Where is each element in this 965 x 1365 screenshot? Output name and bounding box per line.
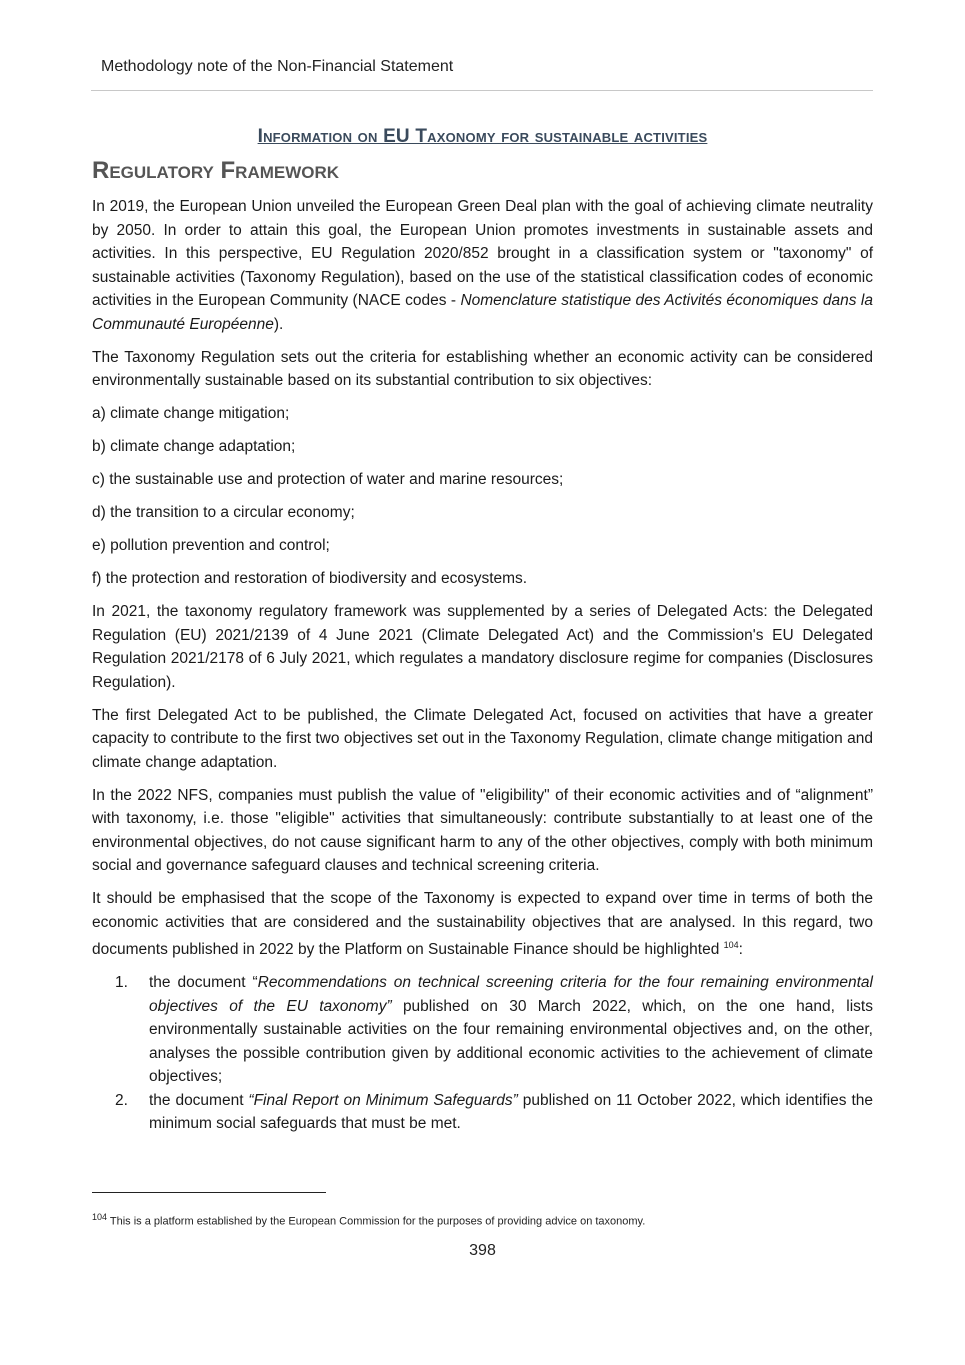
- list-item: 1. the document “Recommendations on technical screening criteria for the four remaining environmental objectives of the EU taxonomy” published on 30 March 2022, which, on the one hand, lists environmentally sustainable activities on the four remaining environmental objectives and, on the other, analyses the possible contribution given by additional economic activities to the achievement of climate objectives;: [92, 971, 873, 1089]
- paragraph-scope: It should be emphasised that the scope of the Taxonomy is expected to expand over time in terms of both the economic activities that are considered and the sustainability objectives that are analysed. In this regard, two documents published in 2022 by the Platform on Sustainable Finance should be highlighted $^{104}$:: [92, 890, 873, 959]
- objective-d: d) the transition to a circular economy;: [92, 504, 355, 521]
- paragraph-delegated-acts: In 2021, the taxonomy regulatory framework was supplemented by a series of Delegated Acts: the Delegated Regulation (EU) 2021/2139 of 4 June 2021 (Climate Delegated Act) and the Commission's EU Delegated Regulation 2021/2178 of 6 July 2021, which regulates a mandatory disclosure regime for companies (Disclosures Regulation).: [92, 603, 873, 691]
- footnote-number: 104: [92, 1212, 108, 1222]
- page-body: [92, 126, 873, 1136]
- page-number: 398: [469, 1242, 496, 1259]
- section-title: Regulatory Framework: [92, 157, 340, 184]
- header-divider: [91, 90, 873, 91]
- objective-e: e) pollution prevention and control;: [92, 537, 330, 554]
- footnote-reference[interactable]: 104: [723, 940, 739, 950]
- running-header: Methodology note of the Non-Financial Statement: [101, 58, 454, 75]
- paragraph-nfs-2022: In the 2022 NFS, companies must publish the value of "eligibility" of their economic activities and of “alignment” with taxonomy, i.e. those "eligible" activities that simultaneously: contribute substantially to at least one of the environmental objectives, do not cause significant harm to any of the other objectives, comply with both minimum social and governance safeguard clauses and technical screening criteria.: [92, 786, 873, 874]
- paragraph-climate-act: The first Delegated Act to be published, the Climate Delegated Act, focused on activities that have a greater capacity to contribute to the first two objectives set out in the Taxonomy Regulation, climate change mitigation and climate change adaptation.: [92, 706, 873, 771]
- footnote: $^{104}$ This is a platform established by the European Commission for the purposes of providing advice on taxonomy.: [92, 1212, 646, 1228]
- objective-a: a) climate change mitigation;: [92, 405, 290, 422]
- objective-f: f) the protection and restoration of biodiversity and ecosystems.: [92, 570, 528, 587]
- footnote-divider: [92, 1192, 326, 1193]
- paragraph-intro: In 2019, the European Union unveiled the European Green Deal plan with the goal of achieving climate neutrality by 2050. In order to attain this goal, the European Union promotes investments in sustainable assets and activities. In this perspective, EU Regulation 2020/852 brought in a classification system or "taxonomy" of sustainable activities (Taxonomy Regulation), based on the use of the statistical classification codes of economic activities in the European Community (NACE codes - Nomenclature statistique des Activités économiques dans la Communauté Européenne).: [92, 198, 873, 333]
- nace-definition: Nomenclature statistique des Activités économiques dans la Communauté Européenne: [92, 292, 873, 333]
- list-number: 2.: [115, 1091, 128, 1109]
- objective-b: b) climate change adaptation;: [92, 438, 296, 455]
- paragraph-criteria: The Taxonomy Regulation sets out the criteria for establishing whether an economic activity can be considered environmentally sustainable based on its substantial contribution to six objectives:: [92, 348, 873, 389]
- list-item: 2. the document “Final Report on Minimum Safeguards” published on 11 October 2022, which identifies the minimum social safeguards that must be met.: [92, 1089, 873, 1136]
- objective-c: c) the sustainable use and protection of water and marine resources;: [92, 471, 564, 488]
- list-number: 1.: [115, 974, 128, 992]
- documents-list: [92, 971, 873, 1136]
- main-title: Information on EU Taxonomy for sustainable activities: [257, 126, 708, 147]
